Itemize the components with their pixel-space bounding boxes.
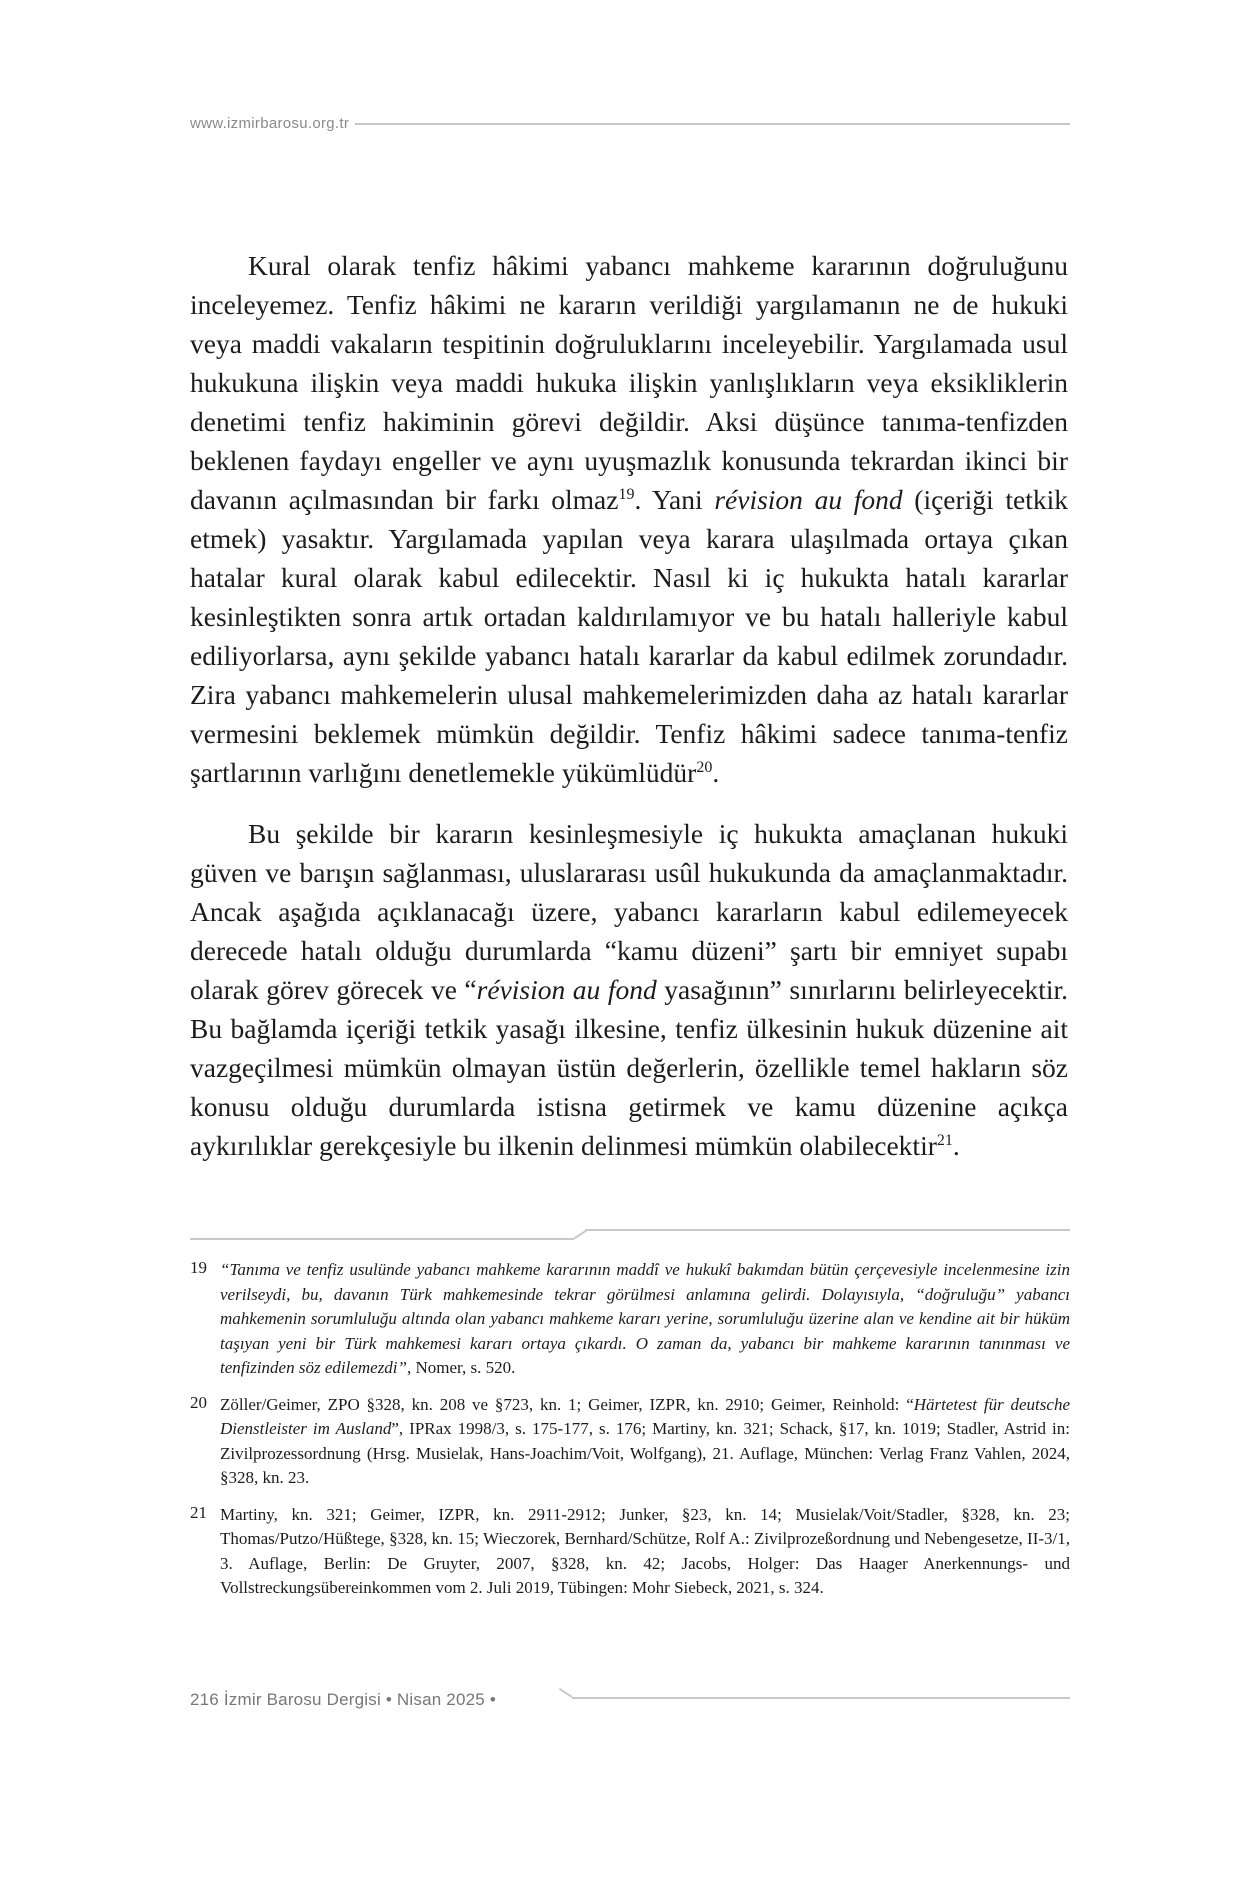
footnote-text: Martiny, kn. 321; Geimer, IZPR, kn. 2911-2912; Junker, §23, kn. 14; Musielak/Voit/Stadler, §328, kn. 23; Thomas/Putzo/Hüßtege, §328, kn. 15; Wieczorek, Bernhard/Schütze, Rolf A.: Zivilprozeßordnung und Nebengesetze, II-3/1, 3. Auflage, Berlin: De Gruyter, 2007, §328, kn. 42; Jacobs, Holger: Das Haager Anerkennungs- und Vollstreckungsübereinkommen vom 2. Juli 2019, Tübingen: Mohr Siebeck, 2021, s. 324. [220, 1504, 1070, 1597]
footnote-italic-title: Härtetest für deutsche Dienstleister im Ausland [220, 1394, 1070, 1438]
footer-text: 216 İzmir Barosu Dergisi • Nisan 2025 • [190, 1690, 496, 1709]
paragraph-1-text-d: . [712, 757, 720, 788]
footnote-19 [190, 1258, 1070, 1381]
footnote-ref-21: 21 [936, 1131, 953, 1149]
footnote-text [220, 1258, 1070, 1381]
paragraph-2-text-a: Bu şekilde bir kararın kesinleşmesiyle iç hukukta amaçlanan hukuki güven ve barışın sağlanması, uluslararası usûl hukukunda da amaçlanmaktadır. Ancak aşağıda açıklanacağı üzere, yabancı kararların kabul edilemeyecek derecede hatalı olduğu durumlarda “kamu düzeni” şartı bir emniyet supabı olarak görev görecek ve “ [190, 818, 1068, 1005]
paragraph-1-italic-term: révision au fond [714, 484, 903, 515]
paragraph-1 [190, 246, 1068, 792]
footnote-separator [190, 1228, 1070, 1240]
footnote-number: 21 [190, 1502, 207, 1522]
footnote-text [220, 1393, 1070, 1491]
paragraph-2-text-c: . [952, 1130, 960, 1161]
paragraph-2-text-b: yasağının” sınırlarını belirleyecektir. Bu bağlamda içeriği tetkik yasağı ilkesine, tenfiz ülkesinin hukuk düzenine ait vazgeçilmesi mümkün olmayan üstün değerlerin, özellikle temel hakların söz konusu olduğu durumlarda istisna getirmek ve kamu düzenine açıkça aykırılıklar gerekçesiyle bu ilkenin delinmesi mümkün olabilecektir [190, 974, 1068, 1161]
footnote-ref-20: 20 [696, 758, 713, 776]
footnote-text-b: ”, IPRax 1998/3, s. 175-177, s. 176; Martiny, kn. 321; Schack, §17, kn. 1019; Stadler, Astrid in: Zivilprozessordnung (Hrsg. Musielak, Hans-Joachim/Voit, Wolfgang), 21. Auflage, München: Verlag Franz Vahlen, 2024, §328, kn. 23. [220, 1419, 1070, 1487]
footnote-ref-19: 19 [618, 485, 635, 503]
paragraph-1-text-b: . Yani [634, 484, 715, 515]
footnote-text-a: Zöller/Geimer, ZPO §328, kn. 208 ve §723, kn. 1; Geimer, IZPR, kn. 2910; Geimer, Reinhold: “ [220, 1394, 914, 1414]
footnote-number: 20 [190, 1392, 207, 1412]
header-rule [355, 123, 1070, 125]
paragraph-1-text-a: Kural olarak tenfiz hâkimi yabancı mahkeme kararının doğruluğunu inceleyemez. Tenfiz hâkimi ne kararın verildiği yargılamanın ne de hukuki veya maddi vakaların tespitinin doğruluklarını inceleyebilir. Yargılamada usul hukukuna ilişkin veya maddi hukuka ilişkin yanlışlıkların veya eksikliklerin denetimi tenfiz hakiminin görevi değildir. Aksi düşünce tanıma-tenfizden beklenen faydayı engeller ve aynı uyuşmazlık konusunda tekrardan ikinci bir davanın açılmasından bir farkı olmaz [190, 250, 1068, 515]
footnotes [190, 1258, 1070, 1613]
paragraph-1-text-c: (içeriği tetkik etmek) yasaktır. Yargılamada yapılan veya karara ulaşılmada ortaya çıkan hatalar kural olarak kabul edilecektir. Nasıl ki iç hukukta hatalı kararlar kesinleştikten sonra artık ortadan kaldırılamıyor ve bu hatalı halleriyle kabul ediliyorlarsa, aynı şekilde yabancı hatalı kararlar da kabul edilmek zorundadır. Zira yabancı mahkemelerin ulusal mahkemelerimizden daha az hatalı kararlar vermesini beklemek mümkün değildir. Tenfiz hâkimi sadece tanıma-tenfiz şartlarının varlığını denetlemekle yükümlüdür [190, 484, 1068, 788]
page-header [190, 115, 1070, 132]
footnote-21 [190, 1503, 1070, 1601]
paragraph-2-italic-term: révision au fond [476, 974, 657, 1005]
footnote-20 [190, 1393, 1070, 1491]
header-url: www.izmirbarosu.org.tr [190, 115, 350, 132]
footnote-quote: “Tanıma ve tenfiz usulünde yabancı mahkeme kararının maddî ve hukukî bakımdan bütün çerçevesiyle incelenmesine izin verilseydi, bu, davanın Türk mahkemesinde tekrar görülmesi anlamına gelirdi. Dolayısıyla, “doğruluğu” yabancı mahkemenin sorumluluğu altında olan yabancı mahkeme kararı yerine, sorumluluğu üzerine alan ve kendine ait bir hüküm taşıyan yeni bir Türk mahkemesi kararı ortaya çıkardı. O zaman da, yabancı bir mahkeme kararının tanınması ve tenfizinden söz edilemezdi” [220, 1260, 1070, 1377]
main-text [190, 246, 1068, 1165]
page-footer [190, 1688, 1070, 1714]
footnote-citation: , Nomer, s. 520. [406, 1358, 516, 1377]
paragraph-2 [190, 814, 1068, 1165]
footnote-number: 19 [190, 1258, 207, 1277]
